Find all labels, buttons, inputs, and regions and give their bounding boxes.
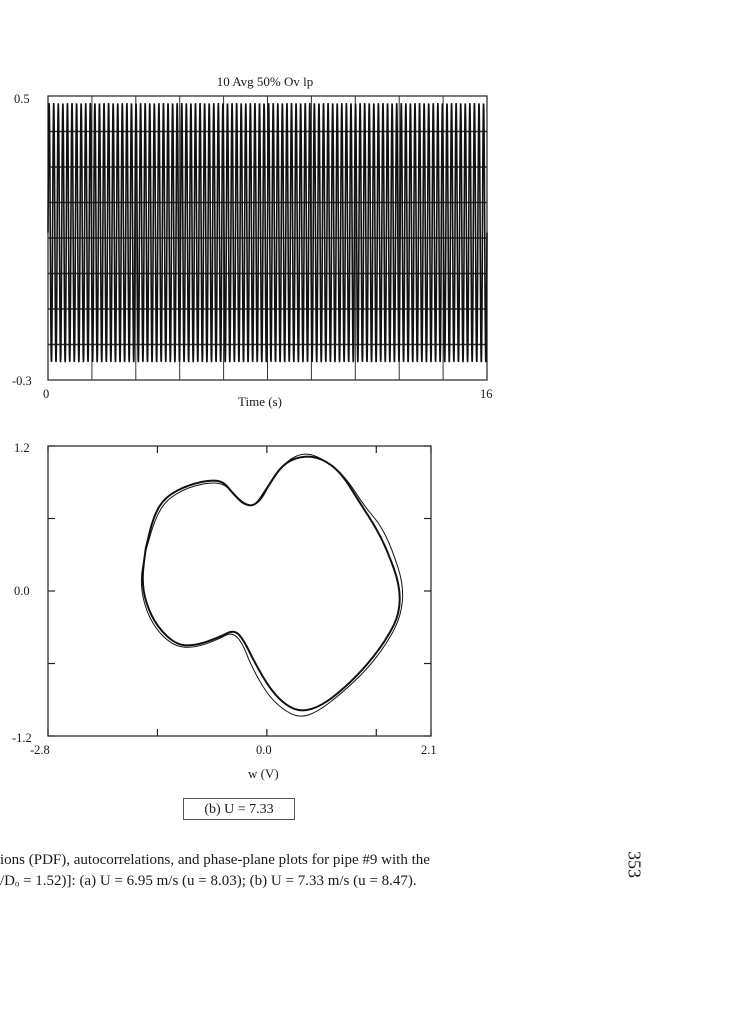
plot-b-phase-loop-1 [143, 457, 400, 711]
plot-b-x-tick-min: -2.8 [30, 743, 50, 757]
plot-b-x-tick-max: 2.1 [421, 743, 437, 757]
plot-a-title: 10 Avg 50% Ov lp [216, 74, 314, 89]
plot-a-y-tick-min: -0.3 [12, 374, 32, 388]
plot-b-x-axis-label: w (V) [248, 766, 279, 781]
plot-b-phase-loop-2 [141, 454, 402, 716]
figure-caption [0, 850, 610, 892]
plot-b-x-tick-zero: 0.0 [256, 743, 272, 757]
caption-line-2: /Dₒ = 1.52)]: (a) U = 6.95 m/s (u = 8.03); (b) U = 7.33 m/s (u = 8.47). [0, 873, 417, 889]
plot-a-x-tick-min: 0 [43, 387, 50, 401]
plot-b-frame [48, 446, 431, 736]
plot-a-x-axis-label: Time (s) [238, 394, 282, 409]
plot-a-y-tick-max: 0.5 [14, 92, 30, 106]
plot-a-x-tick-max: 16 [480, 387, 493, 401]
plot-b-y-tick-min: -1.2 [12, 731, 32, 745]
caption-line-1: ions (PDF), autocorrelations, and phase-plane plots for pipe #9 with the [0, 852, 430, 868]
panel-label-b: (b) U = 7.33 [183, 798, 295, 820]
plot-b-loops [141, 454, 402, 716]
plot-b-y-tick-max: 1.2 [14, 441, 30, 455]
plot-b-axis-ticks [48, 446, 431, 736]
plot-b-y-tick-zero: 0.0 [14, 584, 30, 598]
page-number: 353 [624, 851, 645, 878]
